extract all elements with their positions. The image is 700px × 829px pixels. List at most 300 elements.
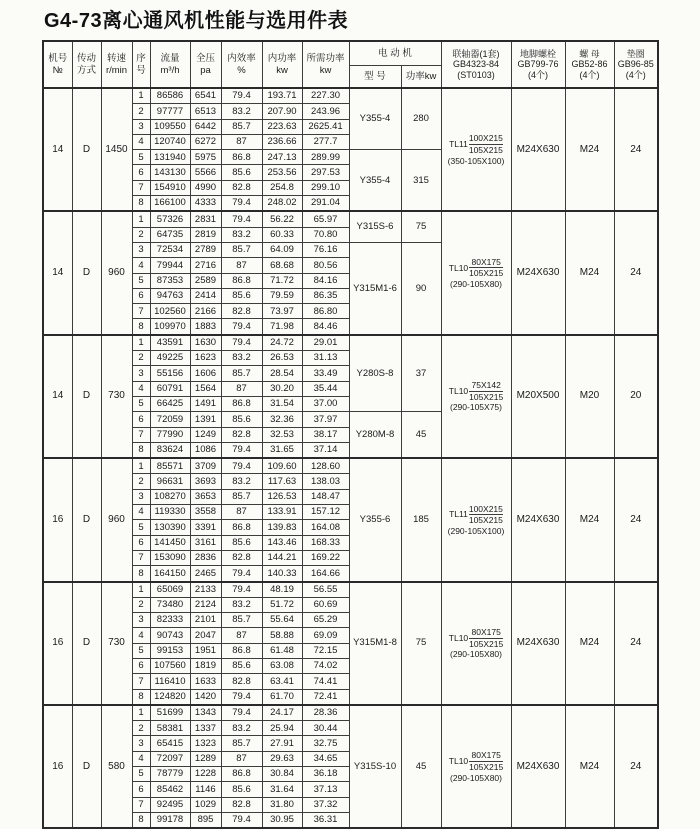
power-cell: 140.33 (262, 566, 302, 582)
required-power-cell: 76.16 (302, 242, 349, 257)
power-cell: 144.21 (262, 550, 302, 565)
seq-cell: 4 (132, 628, 150, 643)
anchor-bolt-cell: M24X630 (511, 705, 565, 828)
power-cell: 223.63 (262, 119, 302, 134)
drive-cell: D (72, 458, 101, 581)
table-row (43, 335, 658, 351)
seq-cell: 5 (132, 767, 150, 782)
pressure-cell: 1391 (190, 412, 221, 427)
required-power-cell: 37.14 (302, 442, 349, 458)
required-power-cell: 29.01 (302, 335, 349, 351)
required-power-cell: 299.10 (302, 180, 349, 195)
motor-model-cell: Y280S-8 (349, 335, 401, 412)
seq-cell: 1 (132, 582, 150, 598)
efficiency-cell: 87 (221, 505, 262, 520)
table-body (43, 88, 658, 828)
seq-cell: 6 (132, 782, 150, 797)
coupling-cell (441, 705, 511, 828)
power-cell: 126.53 (262, 489, 302, 504)
coupling-size-fraction (469, 627, 503, 649)
required-power-cell: 28.36 (302, 705, 349, 721)
power-cell: 133.91 (262, 505, 302, 520)
required-power-cell: 86.80 (302, 304, 349, 319)
flow-cell: 116410 (150, 674, 190, 689)
seq-cell: 8 (132, 566, 150, 582)
seq-cell: 1 (132, 335, 150, 351)
coupling-size-bottom: 105X215 (468, 515, 503, 526)
motor-power-cell: 75 (401, 211, 441, 242)
required-power-cell: 34.65 (302, 751, 349, 766)
coupling-cell (441, 582, 511, 705)
seq-cell: 2 (132, 597, 150, 612)
col-header-coupling: 联轴器(1套) GB4323-84 (ST0103) (441, 41, 511, 88)
efficiency-cell: 86.8 (221, 643, 262, 658)
speed-cell: 580 (101, 705, 132, 828)
seq-cell: 5 (132, 643, 150, 658)
seq-cell: 2 (132, 474, 150, 489)
required-power-cell: 148.47 (302, 489, 349, 504)
motor-power-cell: 315 (401, 150, 441, 212)
pressure-cell: 6513 (190, 104, 221, 119)
flow-cell: 65415 (150, 736, 190, 751)
pressure-cell: 5566 (190, 165, 221, 180)
washer-cell: 20 (614, 335, 658, 458)
seq-cell: 2 (132, 721, 150, 736)
required-power-cell: 37.00 (302, 396, 349, 411)
pressure-cell: 1228 (190, 767, 221, 782)
flow-cell: 60791 (150, 381, 190, 396)
seq-cell: 5 (132, 273, 150, 288)
seq-cell: 8 (132, 812, 150, 828)
power-cell: 32.36 (262, 412, 302, 427)
flow-cell: 164150 (150, 566, 190, 582)
speed-cell: 1450 (101, 88, 132, 211)
coupling-type: TL10 (448, 262, 469, 273)
required-power-cell: 36.18 (302, 767, 349, 782)
seq-cell: 7 (132, 674, 150, 689)
power-cell: 247.13 (262, 150, 302, 165)
pressure-cell: 3161 (190, 535, 221, 550)
coupling-note: (290-105X80) (450, 649, 502, 660)
power-cell: 56.22 (262, 211, 302, 227)
pressure-cell: 2465 (190, 566, 221, 582)
flow-cell: 73480 (150, 597, 190, 612)
flow-cell: 143130 (150, 165, 190, 180)
drive-cell: D (72, 705, 101, 828)
seq-cell: 2 (132, 227, 150, 242)
flow-cell: 130390 (150, 520, 190, 535)
flow-cell: 154910 (150, 180, 190, 195)
flow-cell: 72059 (150, 412, 190, 427)
flow-cell: 92495 (150, 797, 190, 812)
fan-selection-table (42, 40, 659, 829)
coupling-size-bottom: 105X215 (469, 268, 504, 279)
pressure-cell: 1951 (190, 643, 221, 658)
flow-cell: 97777 (150, 104, 190, 119)
col-header-required-power: 所需功率 kw (302, 41, 349, 88)
col-header-power: 内功率 kw (262, 41, 302, 88)
col-header-drive: 传动 方式 (72, 41, 101, 88)
coupling-size-fraction (469, 380, 503, 402)
coupling-type: TL11 (449, 139, 468, 150)
seq-cell: 7 (132, 797, 150, 812)
efficiency-cell: 87 (221, 258, 262, 273)
seq-cell: 3 (132, 119, 150, 134)
efficiency-cell: 79.4 (221, 812, 262, 828)
coupling-note: (350-105X100) (447, 155, 505, 166)
efficiency-cell: 83.2 (221, 721, 262, 736)
flow-cell: 108270 (150, 489, 190, 504)
anchor-bolt-cell: M24X630 (511, 582, 565, 705)
power-cell: 61.70 (262, 689, 302, 705)
efficiency-cell: 82.8 (221, 427, 262, 442)
efficiency-cell: 87 (221, 751, 262, 766)
flow-cell: 131940 (150, 150, 190, 165)
washer-cell: 24 (614, 88, 658, 211)
power-cell: 31.65 (262, 442, 302, 458)
seq-cell: 6 (132, 288, 150, 303)
efficiency-cell: 82.8 (221, 180, 262, 195)
required-power-cell: 69.09 (302, 628, 349, 643)
coupling-type: TL10 (448, 756, 469, 767)
power-cell: 71.72 (262, 273, 302, 288)
motor-power-cell: 75 (401, 582, 441, 705)
pressure-cell: 4990 (190, 180, 221, 195)
efficiency-cell: 83.2 (221, 351, 262, 366)
power-cell: 51.72 (262, 597, 302, 612)
power-cell: 28.54 (262, 366, 302, 381)
coupling-size-top: 80X175 (469, 257, 503, 269)
motor-power-cell: 90 (401, 242, 441, 334)
coupling-size-fraction (469, 257, 503, 279)
seq-cell: 6 (132, 165, 150, 180)
pressure-cell: 2789 (190, 242, 221, 257)
seq-cell: 4 (132, 751, 150, 766)
flow-cell: 85462 (150, 782, 190, 797)
power-cell: 71.98 (262, 319, 302, 335)
required-power-cell: 70.80 (302, 227, 349, 242)
motor-model-cell: Y280M-8 (349, 412, 401, 458)
power-cell: 68.68 (262, 258, 302, 273)
pressure-cell: 2716 (190, 258, 221, 273)
efficiency-cell: 79.4 (221, 458, 262, 474)
seq-cell: 7 (132, 180, 150, 195)
power-cell: 109.60 (262, 458, 302, 474)
efficiency-cell: 86.8 (221, 273, 262, 288)
required-power-cell: 297.53 (302, 165, 349, 180)
pressure-cell: 2133 (190, 582, 221, 598)
pressure-cell: 2819 (190, 227, 221, 242)
required-power-cell: 37.32 (302, 797, 349, 812)
nut-cell: M24 (565, 705, 614, 828)
speed-cell: 730 (101, 582, 132, 705)
seq-cell: 8 (132, 442, 150, 458)
seq-cell: 1 (132, 705, 150, 721)
power-cell: 25.94 (262, 721, 302, 736)
flow-cell: 66425 (150, 396, 190, 411)
required-power-cell: 37.97 (302, 412, 349, 427)
seq-cell: 4 (132, 381, 150, 396)
coupling-size-bottom: 105X215 (469, 638, 504, 649)
machine-no-cell: 14 (43, 335, 72, 458)
power-cell: 139.83 (262, 520, 302, 535)
flow-cell: 65069 (150, 582, 190, 598)
anchor-bolt-cell: M24X630 (511, 458, 565, 581)
power-cell: 55.64 (262, 613, 302, 628)
power-cell: 207.90 (262, 104, 302, 119)
power-cell: 31.64 (262, 782, 302, 797)
coupling-cell (441, 88, 511, 211)
flow-cell: 96631 (150, 474, 190, 489)
pressure-cell: 1633 (190, 674, 221, 689)
required-power-cell: 72.15 (302, 643, 349, 658)
pressure-cell: 3693 (190, 474, 221, 489)
coupling-size-top: 80X175 (469, 627, 503, 639)
machine-no-cell: 16 (43, 458, 72, 581)
col-header-motor-model: 型 号 (349, 66, 401, 89)
required-power-cell: 289.99 (302, 150, 349, 165)
pressure-cell: 895 (190, 812, 221, 828)
power-cell: 29.63 (262, 751, 302, 766)
flow-cell: 109550 (150, 119, 190, 134)
efficiency-cell: 85.6 (221, 288, 262, 303)
efficiency-cell: 87 (221, 381, 262, 396)
coupling-cell (441, 335, 511, 458)
table-row (43, 88, 658, 104)
seq-cell: 4 (132, 134, 150, 149)
flow-cell: 85571 (150, 458, 190, 474)
pressure-cell: 1420 (190, 689, 221, 705)
power-cell: 30.20 (262, 381, 302, 396)
pressure-cell: 1606 (190, 366, 221, 381)
efficiency-cell: 79.4 (221, 705, 262, 721)
seq-cell: 6 (132, 412, 150, 427)
pressure-cell: 1343 (190, 705, 221, 721)
speed-cell: 730 (101, 335, 132, 458)
flow-cell: 109970 (150, 319, 190, 335)
coupling-type: TL11 (449, 509, 468, 520)
required-power-cell: 36.31 (302, 812, 349, 828)
coupling-size-top: 100X215 (468, 503, 503, 514)
seq-cell: 7 (132, 304, 150, 319)
motor-model-cell: Y315S-6 (349, 211, 401, 242)
machine-no-cell: 14 (43, 88, 72, 211)
required-power-cell: 56.55 (302, 582, 349, 598)
required-power-cell: 2625.41 (302, 119, 349, 134)
flow-cell: 64735 (150, 227, 190, 242)
pressure-cell: 1249 (190, 427, 221, 442)
seq-cell: 8 (132, 319, 150, 335)
power-cell: 193.71 (262, 88, 302, 104)
efficiency-cell: 86.8 (221, 767, 262, 782)
required-power-cell: 86.35 (302, 288, 349, 303)
pressure-cell: 1086 (190, 442, 221, 458)
required-power-cell: 277.7 (302, 134, 349, 149)
motor-model-cell: Y315S-10 (349, 705, 401, 828)
pressure-cell: 6442 (190, 119, 221, 134)
motor-model-cell: Y355-6 (349, 458, 401, 581)
efficiency-cell: 79.4 (221, 582, 262, 598)
speed-cell: 960 (101, 458, 132, 581)
seq-cell: 6 (132, 658, 150, 673)
flow-cell: 153090 (150, 550, 190, 565)
motor-model-cell: Y315M1-6 (349, 242, 401, 334)
coupling-cell (441, 458, 511, 581)
coupling-type: TL10 (448, 386, 469, 397)
washer-cell: 24 (614, 458, 658, 581)
coupling-size-bottom: 105X215 (469, 391, 504, 402)
flow-cell: 99153 (150, 643, 190, 658)
drive-cell: D (72, 335, 101, 458)
drive-cell: D (72, 582, 101, 705)
seq-cell: 3 (132, 613, 150, 628)
power-cell: 26.53 (262, 351, 302, 366)
seq-cell: 1 (132, 211, 150, 227)
flow-cell: 90743 (150, 628, 190, 643)
power-cell: 79.59 (262, 288, 302, 303)
nut-cell: M24 (565, 88, 614, 211)
col-header-washer: 垫圈 GB96-85 (4个) (614, 41, 658, 88)
coupling-size-top: 80X175 (469, 750, 503, 762)
efficiency-cell: 79.4 (221, 335, 262, 351)
motor-model-cell: Y315M1-8 (349, 582, 401, 705)
seq-cell: 4 (132, 258, 150, 273)
washer-cell: 24 (614, 582, 658, 705)
pressure-cell: 3709 (190, 458, 221, 474)
required-power-cell: 128.60 (302, 458, 349, 474)
power-cell: 48.19 (262, 582, 302, 598)
coupling-note: (290-105X75) (450, 402, 502, 413)
pressure-cell: 1029 (190, 797, 221, 812)
required-power-cell: 35.44 (302, 381, 349, 396)
flow-cell: 83624 (150, 442, 190, 458)
flow-cell: 82333 (150, 613, 190, 628)
flow-cell: 87353 (150, 273, 190, 288)
flow-cell: 55156 (150, 366, 190, 381)
pressure-cell: 1323 (190, 736, 221, 751)
pressure-cell: 3653 (190, 489, 221, 504)
flow-cell: 77990 (150, 427, 190, 442)
motor-model-cell: Y355-4 (349, 150, 401, 212)
pressure-cell: 1819 (190, 658, 221, 673)
flow-cell: 43591 (150, 335, 190, 351)
required-power-cell: 65.97 (302, 211, 349, 227)
table-row (43, 211, 658, 227)
pressure-cell: 2589 (190, 273, 221, 288)
required-power-cell: 33.49 (302, 366, 349, 381)
col-header-flow: 流量 m³/h (150, 41, 190, 88)
coupling-size-bottom: 105X215 (468, 145, 503, 156)
seq-cell: 7 (132, 550, 150, 565)
flow-cell: 166100 (150, 196, 190, 212)
nut-cell: M24 (565, 211, 614, 334)
efficiency-cell: 85.6 (221, 165, 262, 180)
coupling-type: TL10 (448, 632, 469, 643)
nut-cell: M24 (565, 458, 614, 581)
efficiency-cell: 82.8 (221, 304, 262, 319)
table-row (43, 582, 658, 598)
coupling-size-top: 75X142 (469, 380, 503, 392)
pressure-cell: 2836 (190, 550, 221, 565)
coupling-note: (290-105X100) (447, 525, 505, 536)
seq-cell: 1 (132, 458, 150, 474)
efficiency-cell: 79.4 (221, 689, 262, 705)
anchor-bolt-cell: M24X630 (511, 88, 565, 211)
flow-cell: 79944 (150, 258, 190, 273)
seq-cell: 3 (132, 489, 150, 504)
flow-cell: 119330 (150, 505, 190, 520)
seq-cell: 8 (132, 196, 150, 212)
seq-cell: 7 (132, 427, 150, 442)
power-cell: 31.54 (262, 396, 302, 411)
pressure-cell: 2831 (190, 211, 221, 227)
power-cell: 30.84 (262, 767, 302, 782)
pressure-cell: 4333 (190, 196, 221, 212)
power-cell: 236.66 (262, 134, 302, 149)
power-cell: 143.46 (262, 535, 302, 550)
flow-cell: 120740 (150, 134, 190, 149)
seq-cell: 5 (132, 150, 150, 165)
efficiency-cell: 79.4 (221, 442, 262, 458)
anchor-bolt-cell: M20X500 (511, 335, 565, 458)
motor-power-cell: 37 (401, 335, 441, 412)
coupling-size-fraction (469, 133, 503, 155)
pressure-cell: 1630 (190, 335, 221, 351)
power-cell: 63.08 (262, 658, 302, 673)
efficiency-cell: 85.7 (221, 613, 262, 628)
pressure-cell: 2414 (190, 288, 221, 303)
flow-cell: 72097 (150, 751, 190, 766)
efficiency-cell: 79.4 (221, 88, 262, 104)
efficiency-cell: 83.2 (221, 227, 262, 242)
motor-power-cell: 45 (401, 705, 441, 828)
table-header (43, 41, 658, 88)
power-cell: 24.72 (262, 335, 302, 351)
col-header-pressure: 全压 pa (190, 41, 221, 88)
flow-cell: 141450 (150, 535, 190, 550)
required-power-cell: 227.30 (302, 88, 349, 104)
table-row (43, 458, 658, 474)
machine-no-cell: 14 (43, 211, 72, 334)
efficiency-cell: 83.2 (221, 104, 262, 119)
required-power-cell: 164.08 (302, 520, 349, 535)
table-row (43, 705, 658, 721)
col-header-seq: 序 号 (132, 41, 150, 88)
required-power-cell: 169.22 (302, 550, 349, 565)
pressure-cell: 1491 (190, 396, 221, 411)
coupling-note: (290-105X80) (450, 772, 502, 783)
flow-cell: 94763 (150, 288, 190, 303)
speed-cell: 960 (101, 211, 132, 334)
drive-cell: D (72, 88, 101, 211)
coupling-note: (290-105X80) (450, 279, 502, 290)
power-cell: 32.53 (262, 427, 302, 442)
power-cell: 253.56 (262, 165, 302, 180)
efficiency-cell: 85.6 (221, 412, 262, 427)
col-header-nut: 螺 母 GB52-86 (4个) (565, 41, 614, 88)
nut-cell: M24 (565, 582, 614, 705)
pressure-cell: 1289 (190, 751, 221, 766)
efficiency-cell: 85.7 (221, 119, 262, 134)
coupling-cell (441, 211, 511, 334)
efficiency-cell: 85.7 (221, 242, 262, 257)
efficiency-cell: 85.7 (221, 366, 262, 381)
col-header-efficiency: 内效率 % (221, 41, 262, 88)
pressure-cell: 2124 (190, 597, 221, 612)
flow-cell: 86586 (150, 88, 190, 104)
efficiency-cell: 79.4 (221, 196, 262, 212)
power-cell: 64.09 (262, 242, 302, 257)
